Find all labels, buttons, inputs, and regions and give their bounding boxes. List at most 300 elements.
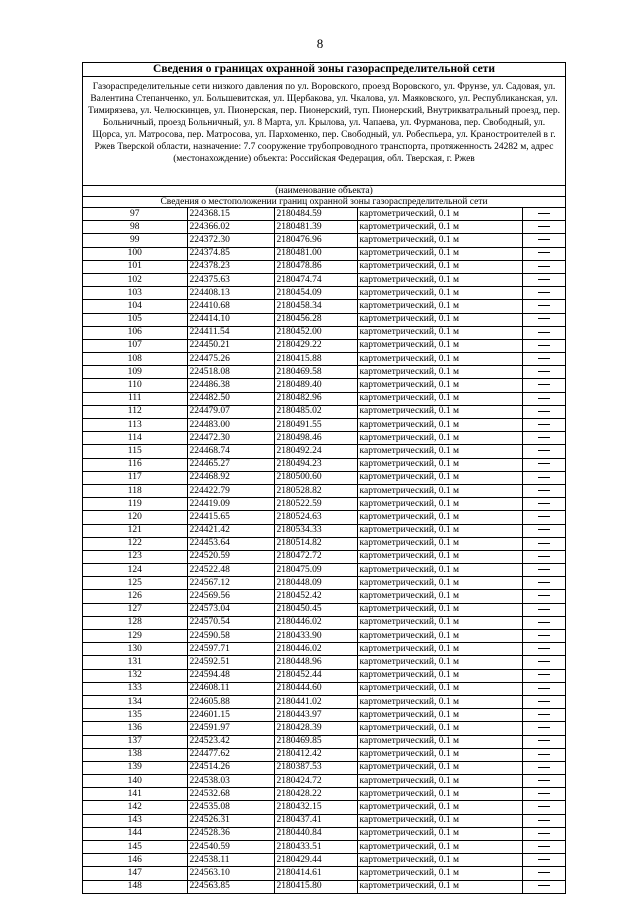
coord-x-cell: 224538.03: [187, 775, 274, 788]
empty-value-cell: [522, 445, 565, 458]
empty-value-cell: [522, 353, 565, 366]
table-row: [83, 630, 565, 643]
empty-value-cell: [522, 326, 565, 339]
dash-mark: [538, 371, 550, 372]
point-number-cell: 121: [83, 524, 187, 537]
method-cell: картометрический, 0.1 м: [357, 471, 522, 484]
method-cell: картометрический, 0.1 м: [357, 221, 522, 234]
empty-value-cell: [522, 590, 565, 603]
empty-value-cell: [522, 643, 565, 656]
coord-y-cell: 2180474.74: [274, 273, 357, 286]
empty-value-cell: [522, 234, 565, 247]
table-row: [83, 471, 565, 484]
method-cell: картометрический, 0.1 м: [357, 550, 522, 563]
point-number-cell: 115: [83, 445, 187, 458]
coord-x-cell: 224569.56: [187, 590, 274, 603]
coord-x-cell: 224414.10: [187, 313, 274, 326]
coord-x-cell: 224479.07: [187, 405, 274, 418]
empty-value-cell: [522, 841, 565, 854]
dash-mark: [538, 820, 550, 821]
empty-value-cell: [522, 867, 565, 880]
coord-x-cell: 224538.11: [187, 854, 274, 867]
coord-x-cell: 224475.26: [187, 353, 274, 366]
empty-value-cell: [522, 630, 565, 643]
point-number-cell: 111: [83, 392, 187, 405]
coord-y-cell: 2180437.41: [274, 814, 357, 827]
dash-mark: [538, 609, 550, 610]
table-row: [83, 273, 565, 286]
point-number-cell: 113: [83, 419, 187, 432]
empty-value-cell: [522, 577, 565, 590]
method-cell: картометрический, 0.1 м: [357, 722, 522, 735]
empty-value-cell: [522, 695, 565, 708]
point-number-cell: 106: [83, 326, 187, 339]
empty-value-cell: [522, 656, 565, 669]
table-row: [83, 432, 565, 445]
table-row: [83, 854, 565, 867]
method-cell: картометрический, 0.1 м: [357, 775, 522, 788]
coord-x-cell: 224563.10: [187, 867, 274, 880]
coord-x-cell: 224522.48: [187, 564, 274, 577]
point-number-cell: 146: [83, 854, 187, 867]
dash-mark: [538, 529, 550, 530]
method-cell: картометрический, 0.1 м: [357, 273, 522, 286]
coord-y-cell: 2180476.96: [274, 234, 357, 247]
coord-x-cell: 224465.27: [187, 458, 274, 471]
table-row: [83, 234, 565, 247]
point-number-cell: 143: [83, 814, 187, 827]
empty-value-cell: [522, 564, 565, 577]
table-row: [83, 379, 565, 392]
coord-y-cell: 2180429.44: [274, 854, 357, 867]
coord-x-cell: 224590.58: [187, 630, 274, 643]
section-title: Сведения о местоположении границ охранной зоны газораспределительной сети: [83, 197, 565, 208]
empty-value-cell: [522, 709, 565, 722]
coord-x-cell: 224486.38: [187, 379, 274, 392]
coord-y-cell: 2180454.09: [274, 287, 357, 300]
table-row: [83, 709, 565, 722]
coord-y-cell: 2180482.96: [274, 392, 357, 405]
coord-y-cell: 2180452.42: [274, 590, 357, 603]
coord-x-cell: 224422.79: [187, 484, 274, 497]
coord-y-cell: 2180432.15: [274, 801, 357, 814]
point-number-cell: 134: [83, 695, 187, 708]
dash-mark: [538, 727, 550, 728]
empty-value-cell: [522, 471, 565, 484]
dash-mark: [538, 754, 550, 755]
coord-x-cell: 224567.12: [187, 577, 274, 590]
coord-y-cell: 2180498.46: [274, 432, 357, 445]
point-number-cell: 114: [83, 432, 187, 445]
table-row: [83, 339, 565, 352]
method-cell: картометрический, 0.1 м: [357, 366, 522, 379]
empty-value-cell: [522, 616, 565, 629]
table-row: [83, 616, 565, 629]
empty-value-cell: [522, 550, 565, 563]
coord-x-cell: 224605.88: [187, 695, 274, 708]
dash-mark: [538, 490, 550, 491]
coord-x-cell: 224514.26: [187, 761, 274, 774]
method-cell: картометрический, 0.1 м: [357, 761, 522, 774]
dash-mark: [538, 740, 550, 741]
method-cell: картометрический, 0.1 м: [357, 735, 522, 748]
table-row: [83, 366, 565, 379]
coord-y-cell: 2180484.59: [274, 208, 357, 221]
method-cell: картометрический, 0.1 м: [357, 801, 522, 814]
dash-mark: [538, 358, 550, 359]
method-cell: картометрический, 0.1 м: [357, 827, 522, 840]
point-number-cell: 136: [83, 722, 187, 735]
coord-y-cell: 2180440.84: [274, 827, 357, 840]
table-row: [83, 511, 565, 524]
coord-x-cell: 224532.68: [187, 788, 274, 801]
point-number-cell: 119: [83, 498, 187, 511]
method-cell: картометрический, 0.1 м: [357, 498, 522, 511]
dash-mark: [538, 477, 550, 478]
coord-x-cell: 224570.54: [187, 616, 274, 629]
coord-y-cell: 2180448.96: [274, 656, 357, 669]
point-number-cell: 144: [83, 827, 187, 840]
coord-x-cell: 224408.13: [187, 287, 274, 300]
method-cell: картометрический, 0.1 м: [357, 432, 522, 445]
method-cell: картометрический, 0.1 м: [357, 247, 522, 260]
coordinates-table-body: [83, 208, 565, 893]
dash-mark: [538, 661, 550, 662]
coord-y-cell: 2180481.39: [274, 221, 357, 234]
empty-value-cell: [522, 775, 565, 788]
point-number-cell: 116: [83, 458, 187, 471]
coord-y-cell: 2180489.40: [274, 379, 357, 392]
method-cell: картометрический, 0.1 м: [357, 880, 522, 893]
method-cell: картометрический, 0.1 м: [357, 603, 522, 616]
coord-y-cell: 2180528.82: [274, 484, 357, 497]
dash-mark: [538, 398, 550, 399]
table-row: [83, 643, 565, 656]
method-cell: картометрический, 0.1 м: [357, 867, 522, 880]
coord-y-cell: 2180448.09: [274, 577, 357, 590]
method-cell: картометрический, 0.1 м: [357, 405, 522, 418]
dash-mark: [538, 411, 550, 412]
dash-mark: [538, 622, 550, 623]
dash-mark: [538, 503, 550, 504]
point-number-cell: 103: [83, 287, 187, 300]
zone-boundary-sheet: [82, 62, 566, 894]
point-number-cell: 135: [83, 709, 187, 722]
coord-y-cell: 2180412.42: [274, 748, 357, 761]
empty-value-cell: [522, 682, 565, 695]
coord-y-cell: 2180534.33: [274, 524, 357, 537]
method-cell: картометрический, 0.1 м: [357, 537, 522, 550]
table-row: [83, 221, 565, 234]
table-row: [83, 353, 565, 366]
coord-y-cell: 2180441.02: [274, 695, 357, 708]
point-number-cell: 102: [83, 273, 187, 286]
dash-mark: [538, 859, 550, 860]
coord-x-cell: 224597.71: [187, 643, 274, 656]
empty-value-cell: [522, 827, 565, 840]
dash-mark: [538, 463, 550, 464]
empty-value-cell: [522, 339, 565, 352]
point-number-cell: 110: [83, 379, 187, 392]
table-row: [83, 498, 565, 511]
coord-x-cell: 224563.85: [187, 880, 274, 893]
point-number-cell: 142: [83, 801, 187, 814]
dash-mark: [538, 384, 550, 385]
method-cell: картометрический, 0.1 м: [357, 300, 522, 313]
dash-mark: [538, 595, 550, 596]
table-row: [83, 827, 565, 840]
coord-y-cell: 2180433.51: [274, 841, 357, 854]
coord-y-cell: 2180456.28: [274, 313, 357, 326]
point-number-cell: 97: [83, 208, 187, 221]
dash-mark: [538, 213, 550, 214]
coord-x-cell: 224419.09: [187, 498, 274, 511]
method-cell: картометрический, 0.1 м: [357, 339, 522, 352]
coord-x-cell: 224482.50: [187, 392, 274, 405]
coord-y-cell: 2180485.02: [274, 405, 357, 418]
table-row: [83, 326, 565, 339]
table-row: [83, 841, 565, 854]
method-cell: картометрический, 0.1 м: [357, 656, 522, 669]
empty-value-cell: [522, 722, 565, 735]
dash-mark: [538, 345, 550, 346]
point-number-cell: 100: [83, 247, 187, 260]
empty-value-cell: [522, 524, 565, 537]
point-number-cell: 127: [83, 603, 187, 616]
empty-value-cell: [522, 814, 565, 827]
point-number-cell: 145: [83, 841, 187, 854]
coord-x-cell: 224540.59: [187, 841, 274, 854]
page-number: 8: [316, 36, 324, 51]
table-row: [83, 537, 565, 550]
coord-y-cell: 2180524.63: [274, 511, 357, 524]
dash-mark: [538, 648, 550, 649]
point-number-cell: 148: [83, 880, 187, 893]
table-row: [83, 669, 565, 682]
coord-x-cell: 224368.15: [187, 208, 274, 221]
dash-mark: [538, 635, 550, 636]
dash-mark: [538, 806, 550, 807]
table-row: [83, 748, 565, 761]
dash-mark: [538, 279, 550, 280]
coord-x-cell: 224594.48: [187, 669, 274, 682]
coord-x-cell: 224366.02: [187, 221, 274, 234]
table-row: [83, 590, 565, 603]
point-number-cell: 98: [83, 221, 187, 234]
table-row: [83, 405, 565, 418]
dash-mark: [538, 793, 550, 794]
dash-mark: [538, 226, 550, 227]
coord-y-cell: 2180472.72: [274, 550, 357, 563]
dash-mark: [538, 833, 550, 834]
coord-x-cell: 224573.04: [187, 603, 274, 616]
point-number-cell: 139: [83, 761, 187, 774]
table-row: [83, 761, 565, 774]
empty-value-cell: [522, 484, 565, 497]
coord-y-cell: 2180494.23: [274, 458, 357, 471]
coord-x-cell: 224520.59: [187, 550, 274, 563]
empty-value-cell: [522, 273, 565, 286]
dash-mark: [538, 305, 550, 306]
method-cell: картометрический, 0.1 м: [357, 313, 522, 326]
coord-y-cell: 2180522.59: [274, 498, 357, 511]
coord-x-cell: 224472.30: [187, 432, 274, 445]
dash-mark: [538, 424, 550, 425]
coord-x-cell: 224518.08: [187, 366, 274, 379]
coord-x-cell: 224450.21: [187, 339, 274, 352]
point-number-cell: 138: [83, 748, 187, 761]
coord-y-cell: 2180424.72: [274, 775, 357, 788]
point-number-cell: 117: [83, 471, 187, 484]
point-number-cell: 99: [83, 234, 187, 247]
empty-value-cell: [522, 366, 565, 379]
method-cell: картометрический, 0.1 м: [357, 669, 522, 682]
empty-value-cell: [522, 379, 565, 392]
method-cell: картометрический, 0.1 м: [357, 287, 522, 300]
empty-value-cell: [522, 287, 565, 300]
empty-value-cell: [522, 669, 565, 682]
dash-mark: [538, 252, 550, 253]
coord-y-cell: 2180415.80: [274, 880, 357, 893]
method-cell: картометрический, 0.1 м: [357, 788, 522, 801]
point-number-cell: 132: [83, 669, 187, 682]
dash-mark: [538, 767, 550, 768]
object-name-caption: (наименование объекта): [83, 186, 565, 197]
table-row: [83, 445, 565, 458]
coord-y-cell: 2180415.88: [274, 353, 357, 366]
dash-mark: [538, 332, 550, 333]
empty-value-cell: [522, 260, 565, 273]
method-cell: картометрический, 0.1 м: [357, 511, 522, 524]
coord-x-cell: 224421.42: [187, 524, 274, 537]
coord-y-cell: 2180429.22: [274, 339, 357, 352]
method-cell: картометрический, 0.1 м: [357, 208, 522, 221]
table-row: [83, 208, 565, 221]
object-description: Газораспределительные сети низкого давления по ул. Воровского, проезд Воровского, ул. Фрунзе, ул. Садовая, ул. Валентина Степанченко, ул. Большевитская, ул. Щербакова, ул. Чкалова, ул. Маяковского, ул. Республиканская, ул. Тимирязева, ул. Челюскинцев, ул. Пионерская, пер. Пионерский, туп. Пионерский, Внутрикватральный проезд, пер. Больничный, проезд Больничный, ул. 8 Марта, ул. Крылова, ул. Чапаева, ул. Фурманова, пер. Свободный, ул. Щорса, ул. Матросова, пер. Матросова, ул. Пархоменко, пер. Свободный, ул. Робеспьера, ул. Краностроителей в г. Ржев Тверской области, назначение: 7.7 сооружение трубопроводного транспорта, протяженность 24282 м, адрес (местонахождение) объекта: Российская Федерация, обл. Тверская, г. Ржев: [83, 77, 565, 186]
method-cell: картометрический, 0.1 м: [357, 709, 522, 722]
coord-y-cell: 2180469.85: [274, 735, 357, 748]
method-cell: картометрический, 0.1 м: [357, 616, 522, 629]
table-row: [83, 300, 565, 313]
table-row: [83, 419, 565, 432]
coord-x-cell: 224523.42: [187, 735, 274, 748]
coord-y-cell: 2180428.22: [274, 788, 357, 801]
table-row: [83, 550, 565, 563]
coord-y-cell: 2180475.09: [274, 564, 357, 577]
empty-value-cell: [522, 432, 565, 445]
point-number-cell: 126: [83, 590, 187, 603]
method-cell: картометрический, 0.1 м: [357, 458, 522, 471]
empty-value-cell: [522, 458, 565, 471]
coord-x-cell: 224378.23: [187, 260, 274, 273]
table-row: [83, 247, 565, 260]
coord-y-cell: 2180500.60: [274, 471, 357, 484]
point-number-cell: 131: [83, 656, 187, 669]
coord-y-cell: 2180491.55: [274, 419, 357, 432]
method-cell: картометрический, 0.1 м: [357, 841, 522, 854]
coord-x-cell: 224453.64: [187, 537, 274, 550]
point-number-cell: 108: [83, 353, 187, 366]
table-row: [83, 524, 565, 537]
method-cell: картометрический, 0.1 м: [357, 564, 522, 577]
method-cell: картометрический, 0.1 м: [357, 854, 522, 867]
coord-y-cell: 2180492.24: [274, 445, 357, 458]
point-number-cell: 125: [83, 577, 187, 590]
point-number-cell: 130: [83, 643, 187, 656]
point-number-cell: 122: [83, 537, 187, 550]
coord-y-cell: 2180514.82: [274, 537, 357, 550]
empty-value-cell: [522, 735, 565, 748]
empty-value-cell: [522, 761, 565, 774]
point-number-cell: 141: [83, 788, 187, 801]
empty-value-cell: [522, 208, 565, 221]
method-cell: картометрический, 0.1 м: [357, 326, 522, 339]
coord-x-cell: 224526.31: [187, 814, 274, 827]
table-row: [83, 695, 565, 708]
method-cell: картометрический, 0.1 м: [357, 260, 522, 273]
method-cell: картометрический, 0.1 м: [357, 379, 522, 392]
coord-y-cell: 2180452.00: [274, 326, 357, 339]
dash-mark: [538, 714, 550, 715]
dash-mark: [538, 516, 550, 517]
dash-mark: [538, 674, 550, 675]
point-number-cell: 112: [83, 405, 187, 418]
dash-mark: [538, 437, 550, 438]
empty-value-cell: [522, 300, 565, 313]
dash-mark: [538, 582, 550, 583]
empty-value-cell: [522, 221, 565, 234]
point-number-cell: 104: [83, 300, 187, 313]
dash-mark: [538, 780, 550, 781]
table-row: [83, 722, 565, 735]
coord-y-cell: 2180433.90: [274, 630, 357, 643]
coord-x-cell: 224372.30: [187, 234, 274, 247]
point-number-cell: 124: [83, 564, 187, 577]
coord-x-cell: 224483.00: [187, 419, 274, 432]
dash-mark: [538, 292, 550, 293]
coord-y-cell: 2180469.58: [274, 366, 357, 379]
method-cell: картометрический, 0.1 м: [357, 814, 522, 827]
coord-y-cell: 2180443.97: [274, 709, 357, 722]
table-row: [83, 656, 565, 669]
empty-value-cell: [522, 801, 565, 814]
table-row: [83, 392, 565, 405]
dash-mark: [538, 701, 550, 702]
table-row: [83, 313, 565, 326]
table-row: [83, 801, 565, 814]
coord-y-cell: 2180452.44: [274, 669, 357, 682]
coord-x-cell: 224601.15: [187, 709, 274, 722]
method-cell: картометрический, 0.1 м: [357, 748, 522, 761]
empty-value-cell: [522, 854, 565, 867]
dash-mark: [538, 318, 550, 319]
coord-y-cell: 2180446.02: [274, 616, 357, 629]
coord-x-cell: 224415.65: [187, 511, 274, 524]
point-number-cell: 129: [83, 630, 187, 643]
coord-x-cell: 224477.62: [187, 748, 274, 761]
table-row: [83, 788, 565, 801]
coord-y-cell: 2180478.86: [274, 260, 357, 273]
table-row: [83, 484, 565, 497]
method-cell: картометрический, 0.1 м: [357, 695, 522, 708]
coord-x-cell: 224608.11: [187, 682, 274, 695]
table-row: [83, 577, 565, 590]
empty-value-cell: [522, 313, 565, 326]
method-cell: картометрический, 0.1 м: [357, 353, 522, 366]
empty-value-cell: [522, 788, 565, 801]
empty-value-cell: [522, 603, 565, 616]
empty-value-cell: [522, 537, 565, 550]
